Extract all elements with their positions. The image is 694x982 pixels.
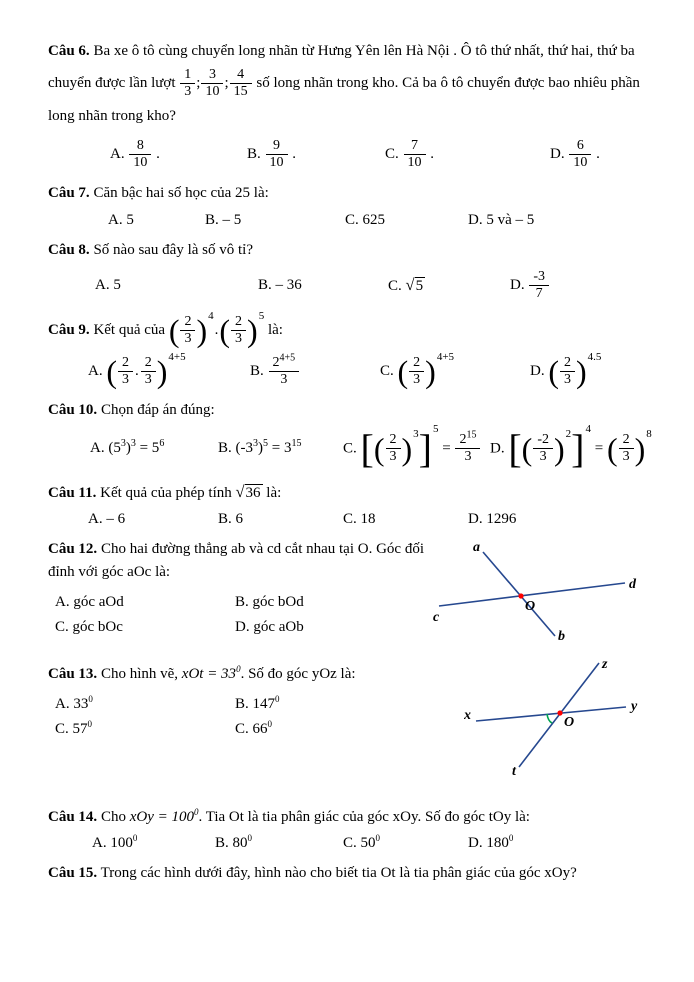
label-x: x xyxy=(464,707,471,723)
denominator: 3 xyxy=(413,372,421,388)
question-13-text xyxy=(48,663,464,686)
degree-sup: 0 xyxy=(87,719,93,730)
radicand: 5 xyxy=(415,278,424,295)
question-9-pre: Kết quả của xyxy=(93,322,166,339)
option-letter: C. xyxy=(385,146,399,163)
numerator: -2 xyxy=(533,432,553,449)
exponent: 4+5 xyxy=(279,352,296,364)
question-8-label: Câu 8. xyxy=(48,241,90,258)
question-12 xyxy=(48,538,654,647)
question-14 xyxy=(48,806,654,852)
question-14-pre: Cho xyxy=(100,808,126,825)
option-c xyxy=(343,423,490,471)
question-14-text xyxy=(48,806,654,829)
question-10-text xyxy=(48,399,654,422)
math-delimiter: ) xyxy=(425,353,436,390)
question-6-intro: Ba xe ô tô cùng chuyển long nhãn từ Hưng Yên lên Hà Nội . Ô tô thứ nhất, thứ hai, thứ ba chuyển được lần lượt xyxy=(48,43,635,92)
q12-diagram xyxy=(429,540,644,642)
question-8-options xyxy=(48,268,654,303)
q13-diagram xyxy=(464,657,644,777)
option-c xyxy=(385,137,550,172)
equals-sign: = xyxy=(594,440,604,457)
degree-sup: 0 xyxy=(275,694,280,705)
degree-sup: 0 xyxy=(236,663,241,674)
math-delimiter: ( xyxy=(548,353,559,390)
question-13 xyxy=(48,656,654,782)
option-c xyxy=(55,721,235,738)
option-letter: D. xyxy=(490,440,505,457)
math-delimiter: ( xyxy=(168,312,180,349)
option-d: D. 1296 xyxy=(468,510,517,527)
option-b xyxy=(235,696,464,713)
denominator: 3 xyxy=(144,372,152,388)
denominator: 3 xyxy=(622,449,630,465)
line-ab xyxy=(483,552,555,636)
exponent: 5 xyxy=(258,310,265,323)
fraction xyxy=(230,67,252,100)
option-letter: A. xyxy=(90,440,105,457)
option-c xyxy=(380,351,530,390)
question-7-text xyxy=(48,182,654,205)
question-6-label: Câu 6. xyxy=(48,43,90,59)
exponent: 5 xyxy=(432,423,439,436)
exponent: 4+5 xyxy=(168,351,186,364)
multiply-dot: . xyxy=(214,322,219,339)
numerator: 2 xyxy=(141,355,156,372)
question-7-label: Câu 7. xyxy=(48,185,90,202)
math-delimiter: ( xyxy=(397,353,409,390)
fraction xyxy=(180,67,195,100)
option-letter: A. xyxy=(110,146,125,163)
exponent: 15 xyxy=(291,438,302,450)
option-a xyxy=(55,696,235,713)
option-c: C. 625 xyxy=(345,211,386,228)
label-z: z xyxy=(602,656,608,672)
question-10-prompt: Chọn đáp án đúng: xyxy=(100,402,215,419)
option-letter: D. xyxy=(510,276,525,293)
fraction xyxy=(180,314,195,347)
angle-mark xyxy=(547,714,552,723)
math-expression xyxy=(181,663,241,682)
radical-icon: √ xyxy=(405,275,415,295)
fraction xyxy=(455,429,480,465)
exponent: 2 xyxy=(565,428,572,441)
denominator: 3 xyxy=(184,84,192,100)
question-7-prompt: Căn bậc hai số học của 25 là: xyxy=(93,185,269,202)
label-a: a xyxy=(473,539,480,555)
math-delimiter: ] xyxy=(571,425,585,471)
label-t: t xyxy=(512,763,516,777)
math-delimiter: ( xyxy=(219,312,231,349)
option-a: A. góc aOd xyxy=(55,594,124,611)
fraction xyxy=(619,432,634,465)
question-6-text xyxy=(48,36,654,131)
math-delimiter: [ xyxy=(360,425,374,471)
option-tail: . xyxy=(430,146,435,163)
numerator: 2 xyxy=(180,314,195,331)
fraction xyxy=(118,355,133,388)
exponent: 4 xyxy=(208,310,214,323)
exponent: 4+5 xyxy=(436,351,455,364)
exponent: 15 xyxy=(466,429,477,441)
question-9-post: là: xyxy=(267,322,283,339)
denominator: 3 xyxy=(280,372,288,388)
question-14-options xyxy=(48,835,654,852)
question-12-text xyxy=(48,538,429,585)
option-letter: B. xyxy=(247,146,261,163)
exponent: 4.5 xyxy=(587,351,602,364)
numerator xyxy=(455,429,480,449)
equals-sign: = xyxy=(442,440,451,457)
term: (5 xyxy=(108,440,121,457)
option-b: B. 6 xyxy=(218,510,244,527)
question-13-pre: Cho hình vẽ, xyxy=(100,665,179,682)
question-15-prompt: Trong các hình dưới đây, hình nào cho biết tia Ot là tia phân giác của góc xOy? xyxy=(100,865,577,882)
label-b: b xyxy=(558,628,565,642)
question-8 xyxy=(48,239,654,303)
base: 2 xyxy=(459,432,467,448)
option-c: C. góc bOc xyxy=(55,619,123,636)
option-letter: C. xyxy=(388,278,402,295)
numerator: 2 xyxy=(409,355,424,372)
math-delimiter: [ xyxy=(508,425,522,471)
question-15 xyxy=(48,862,654,885)
denominator: 10 xyxy=(205,84,220,100)
term: = 3 xyxy=(271,440,292,457)
option-c2 xyxy=(235,721,464,738)
math-delimiter: ( xyxy=(373,430,385,467)
option-a: A. 5 xyxy=(108,211,134,228)
fraction xyxy=(533,432,553,465)
sqrt-expression xyxy=(235,481,262,501)
denominator: 3 xyxy=(122,372,129,388)
option-b xyxy=(215,835,343,852)
option-a xyxy=(88,351,250,390)
option-letter: A. xyxy=(88,363,103,380)
numerator: 2 xyxy=(118,355,133,372)
multiply-dot: . xyxy=(135,363,139,380)
question-9-text xyxy=(48,310,654,349)
option-letter: B. xyxy=(250,363,264,380)
label-O: O xyxy=(525,598,536,614)
option-a: A. – 6 xyxy=(88,510,126,527)
denominator: 10 xyxy=(407,155,422,171)
option-a xyxy=(90,440,218,457)
option-b xyxy=(250,354,380,389)
fraction xyxy=(129,138,151,171)
angle-value: xOy = 100 xyxy=(129,808,194,825)
math-delimiter: ( xyxy=(606,430,618,467)
question-8-prompt: Số nào sau đây là số vô tỉ? xyxy=(93,241,253,258)
math-delimiter: ) xyxy=(196,312,208,349)
math-delimiter: ) xyxy=(554,430,565,467)
question-9-label: Câu 9. xyxy=(48,322,90,339)
question-12-options xyxy=(48,594,429,636)
option-d xyxy=(530,351,654,390)
numerator: 6 xyxy=(569,138,591,155)
question-7-options xyxy=(48,212,654,229)
term: ) xyxy=(258,440,264,457)
degree-sup: 0 xyxy=(375,833,381,844)
sqrt-expression xyxy=(405,275,426,295)
option-text: C. 66 xyxy=(235,721,268,738)
question-13-post: . Số đo góc yOz là: xyxy=(240,665,356,682)
question-11-options xyxy=(48,511,654,528)
degree-sup: 0 xyxy=(508,833,514,844)
fraction xyxy=(231,314,246,347)
option-a xyxy=(110,137,247,172)
exponent: 3 xyxy=(253,438,259,450)
option-b: B. – 5 xyxy=(205,211,242,228)
option-tail: . xyxy=(292,146,297,163)
label-y: y xyxy=(631,698,638,714)
option-b xyxy=(247,137,385,172)
separator: ; xyxy=(224,75,229,92)
numerator: 2 xyxy=(231,314,246,331)
math-delimiter: ( xyxy=(521,430,533,467)
term: ) xyxy=(125,440,131,457)
option-letter: C. xyxy=(380,363,394,380)
label-c: c xyxy=(433,609,440,625)
point-O xyxy=(557,710,562,715)
math-delimiter: ) xyxy=(156,353,168,390)
question-11-pre: Kết quả của phép tính xyxy=(100,484,232,501)
option-d xyxy=(510,268,654,303)
question-9-options xyxy=(48,351,654,390)
question-13-content xyxy=(48,663,464,738)
separator: ; xyxy=(196,75,201,92)
line-xy xyxy=(476,707,626,721)
exponent: 3 xyxy=(130,438,136,450)
fraction xyxy=(529,269,549,302)
fraction xyxy=(409,355,424,388)
fraction xyxy=(569,138,591,171)
math-expression xyxy=(129,806,199,825)
numerator: -3 xyxy=(529,269,549,286)
question-13-options xyxy=(48,696,464,738)
radical-icon: √ xyxy=(235,481,245,501)
option-b: B. – 36 xyxy=(258,276,302,293)
question-11-label: Câu 11. xyxy=(48,484,97,501)
denominator: 10 xyxy=(269,155,284,171)
degree-sup: 0 xyxy=(88,694,93,705)
option-b: B. góc bOd xyxy=(235,594,304,611)
question-14-post: . Tia Ot là tia phân giác của góc xOy. Số đo góc tOy là: xyxy=(198,808,530,825)
label-d: d xyxy=(629,576,636,592)
numerator: 9 xyxy=(266,138,288,155)
math-delimiter: ) xyxy=(634,430,646,467)
fraction xyxy=(386,432,401,465)
fraction xyxy=(141,355,156,388)
question-10 xyxy=(48,399,654,471)
denominator: 3 xyxy=(464,449,472,465)
question-12-content xyxy=(48,538,429,637)
option-d xyxy=(468,835,654,852)
numerator: 2 xyxy=(619,432,634,449)
degree-sup: 0 xyxy=(247,833,253,844)
option-text: D. 180 xyxy=(468,835,509,852)
term: = 5 xyxy=(139,440,160,457)
question-12-label: Câu 12. xyxy=(48,540,98,557)
math-delimiter: ) xyxy=(401,430,413,467)
option-tail: . xyxy=(156,146,160,163)
denominator: 15 xyxy=(233,84,248,100)
exponent: 3 xyxy=(413,428,419,441)
option-text: B. 80 xyxy=(215,835,248,852)
option-tail: . xyxy=(596,146,600,163)
option-text: C. 50 xyxy=(343,835,376,852)
option-text: A. 100 xyxy=(92,835,133,852)
option-text: A. 33 xyxy=(55,696,89,713)
option-letter: D. xyxy=(530,363,545,380)
label-O: O xyxy=(564,714,575,730)
question-13-label: Câu 13. xyxy=(48,665,98,682)
math-delimiter: ) xyxy=(576,353,587,390)
fraction xyxy=(266,138,288,171)
question-15-text xyxy=(48,862,654,885)
degree-sup: 0 xyxy=(193,806,199,817)
fraction xyxy=(269,352,300,388)
question-12-prompt: Cho hai đường thẳng ab và cd cắt nhau tại O. Góc đối đỉnh với góc aOc là: xyxy=(48,540,425,581)
exponent: 3 xyxy=(120,438,126,450)
option-letter: C. xyxy=(343,440,357,457)
exponent: 5 xyxy=(263,438,269,450)
radicand: 36 xyxy=(245,484,261,501)
fraction xyxy=(201,67,223,100)
angle-value: xOt = 33 xyxy=(181,665,237,682)
denominator: 3 xyxy=(389,449,397,465)
question-11 xyxy=(48,479,654,528)
question-14-label: Câu 14. xyxy=(48,808,98,825)
question-10-label: Câu 10. xyxy=(48,402,98,419)
fraction xyxy=(560,355,575,388)
option-a xyxy=(92,835,215,852)
numerator: 8 xyxy=(129,138,151,155)
numerator xyxy=(269,352,300,372)
question-15-label: Câu 15. xyxy=(48,865,98,882)
denominator: 3 xyxy=(235,331,243,347)
degree-sup: 0 xyxy=(267,719,273,730)
question-6 xyxy=(48,36,654,172)
question-11-text xyxy=(48,479,654,505)
denominator: 10 xyxy=(573,155,588,171)
denominator: 7 xyxy=(535,285,543,301)
denominator: 3 xyxy=(184,331,192,347)
degree-sup: 0 xyxy=(132,833,138,844)
exponent: 6 xyxy=(159,438,165,450)
question-8-text xyxy=(48,239,654,262)
option-c xyxy=(343,835,468,852)
question-13-figure xyxy=(464,657,654,782)
point-O xyxy=(518,593,523,598)
option-c: C. 18 xyxy=(343,510,376,527)
math-delimiter: ] xyxy=(418,425,432,471)
question-6-outro: số long nhãn trong kho. Cả ba ô tô chuyển được bao nhiêu phần long nhãn trong kho? xyxy=(48,75,640,125)
question-12-figure xyxy=(429,538,654,647)
option-letter: D. xyxy=(550,146,565,163)
denominator: 10 xyxy=(133,155,148,171)
math-expression xyxy=(168,310,265,349)
question-10-options xyxy=(48,423,654,471)
option-d: D. 5 và – 5 xyxy=(468,211,535,228)
exponent: 8 xyxy=(646,428,652,441)
denominator: 3 xyxy=(539,449,547,465)
option-a: A. 5 xyxy=(95,276,121,293)
denominator: 3 xyxy=(564,372,571,388)
base: 2 xyxy=(272,355,280,371)
math-delimiter: ( xyxy=(106,353,117,390)
option-d: D. góc aOb xyxy=(235,619,304,636)
exponent: 4 xyxy=(585,423,591,436)
numerator: 1 xyxy=(180,67,195,84)
term: (-3 xyxy=(235,440,254,457)
option-text: C. 57 xyxy=(55,721,88,738)
option-b xyxy=(218,440,343,457)
option-d xyxy=(490,423,654,471)
fraction xyxy=(404,138,426,171)
option-d xyxy=(550,137,654,172)
numerator: 2 xyxy=(560,355,575,372)
question-9 xyxy=(48,310,654,390)
question-6-options xyxy=(48,137,654,172)
numerator: 7 xyxy=(404,138,426,155)
math-delimiter: ) xyxy=(247,312,258,349)
question-11-post: là: xyxy=(266,484,282,501)
option-letter: B. xyxy=(218,440,232,457)
numerator: 2 xyxy=(386,432,401,449)
option-c xyxy=(388,275,510,295)
option-text: B. 147 xyxy=(235,696,276,713)
question-7 xyxy=(48,182,654,228)
numerator: 4 xyxy=(230,67,252,84)
numerator: 3 xyxy=(201,67,223,84)
